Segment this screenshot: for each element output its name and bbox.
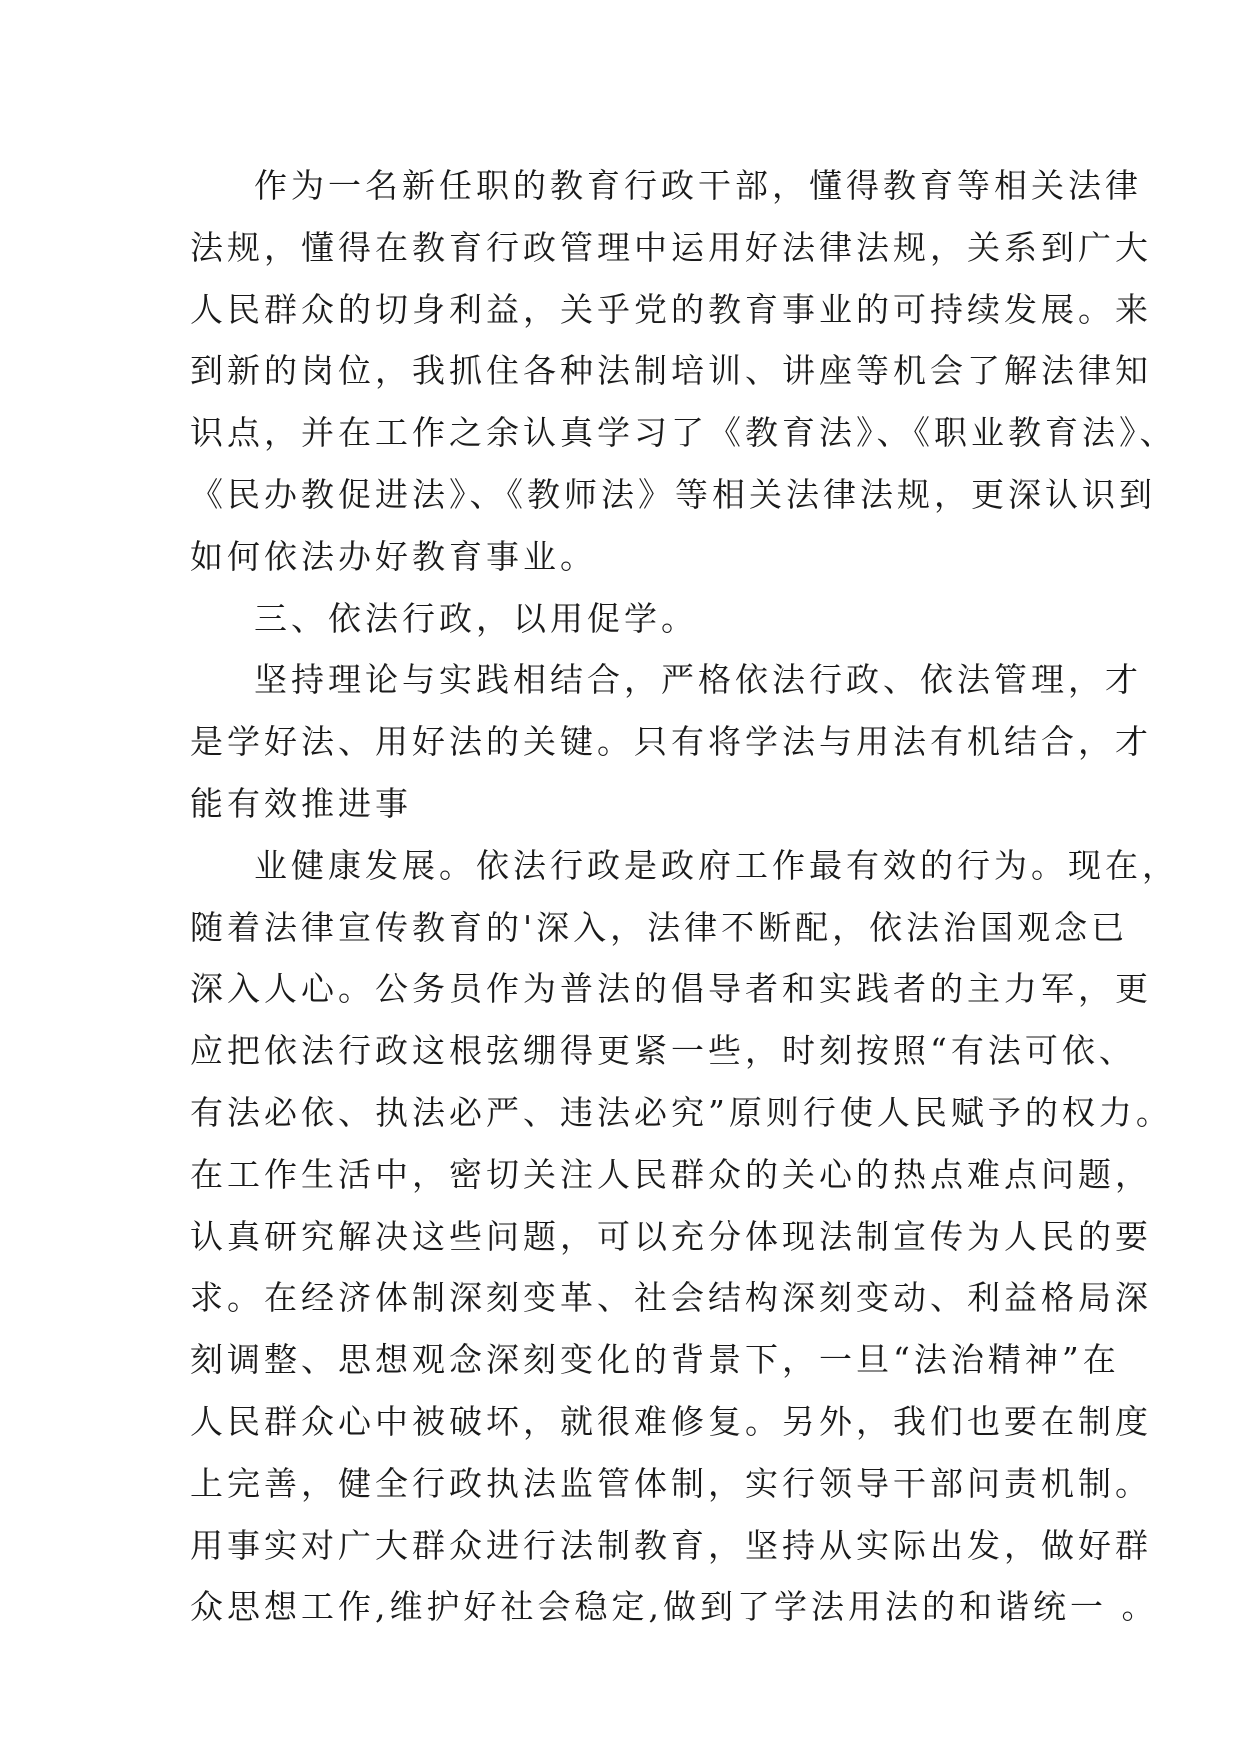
paragraph-3-line-7: 认真研究解决这些问题，可以充分体现法制宣传为人民的要 (190, 1216, 1152, 1256)
paragraph-2-line-3: 能有效推进事 (190, 783, 412, 823)
paragraph-3-line-13: 众思想工作,维护好社会稳定,做到了学法用法的和谐统一 。 (190, 1587, 1159, 1627)
paragraph-3-line-9: 刻调整、思想观念深刻变化的背景下，一旦“法治精神”在 (190, 1340, 1120, 1380)
paragraph-3-line-2: 随着法律宣传教育的'深入，法律不断配，依法治国观念已 (190, 907, 1129, 947)
paragraph-3-line-12: 用事实对广大群众进行法制教育，坚持从实际出发，做好群 (190, 1525, 1152, 1565)
paragraph-3-line-5: 有法必依、执法必严、违法必究”原则行使人民赋予的权力。 (190, 1092, 1173, 1132)
paragraph-1-line-5: 识点，并在工作之余认真学习了《教育法》、《职业教育法》、 (190, 413, 1177, 453)
section-heading-3: 三、依法行政，以用促学。 (254, 598, 698, 638)
paragraph-1-line-4: 到新的岗位，我抓住各种法制培训、讲座等机会了解法律知 (190, 351, 1152, 391)
paragraph-1-line-7: 如何依法办好教育事业。 (190, 536, 597, 576)
paragraph-3-line-4: 应把依法行政这根弦绷得更紧一些，时刻按照“有法可依、 (190, 1031, 1136, 1071)
paragraph-3-line-8: 求。在经济体制深刻变革、社会结构深刻变动、利益格局深 (190, 1278, 1152, 1318)
paragraph-3-line-10: 人民群众心中被破坏，就很难修复。另外，我们也要在制度 (190, 1401, 1152, 1441)
paragraph-1-line-3: 人民群众的切身利益，关乎党的教育事业的可持续发展。来 (190, 289, 1152, 329)
paragraph-2-line-1: 坚持理论与实践相结合，严格依法行政、依法管理，才 (254, 660, 1142, 700)
paragraph-3-line-6: 在工作生活中，密切关注人民群众的关心的热点难点问题， (190, 1154, 1152, 1194)
paragraph-3-line-11: 上完善，健全行政执法监管体制，实行领导干部问责机制。 (190, 1463, 1152, 1503)
paragraph-1-line-1: 作为一名新任职的教育行政干部，懂得教育等相关法律 (254, 166, 1142, 205)
document-body (190, 155, 1179, 1638)
paragraph-3-line-1: 业健康发展。依法行政是政府工作最有效的行为。现在， (254, 845, 1179, 885)
paragraph-1-line-2: 法规，懂得在教育行政管理中运用好法律法规，关系到广大 (190, 227, 1152, 267)
paragraph-2-line-2: 是学好法、用好法的关键。只有将学法与用法有机结合，才 (190, 722, 1152, 762)
paragraph-1-line-6: 《民办教促进法》、《教师法》等相关法律法规，更深认识到 (190, 474, 1156, 514)
paragraph-3-line-3: 深入人心。公务员作为普法的倡导者和实践者的主力军，更 (190, 969, 1152, 1009)
